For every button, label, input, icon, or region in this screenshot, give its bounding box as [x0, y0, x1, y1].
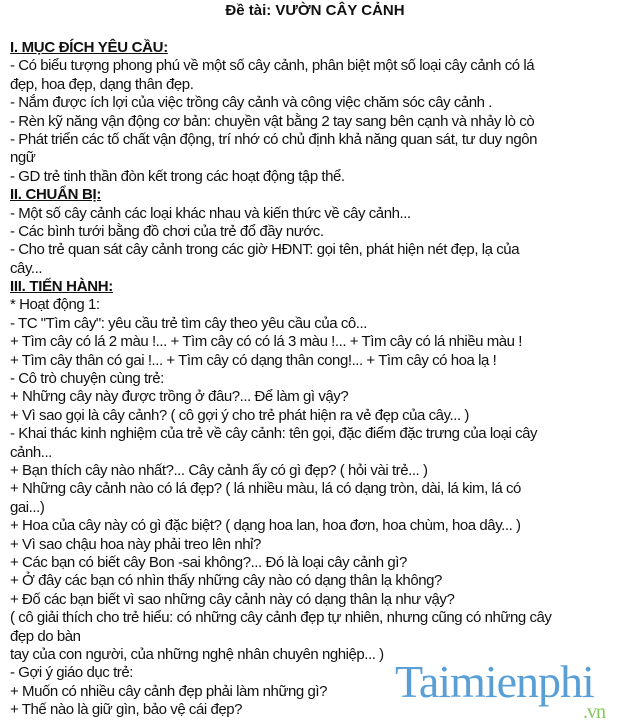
text-line: + Các bạn có biết cây Bon -sai không?... Đó là loại cây cảnh gì?: [10, 553, 407, 571]
text-line: - Gợi ý giáo dục trẻ:: [10, 664, 133, 682]
text-line: - Cho trẻ quan sát cây cảnh trong các giờ HĐNT: gọi tên, phát hiện nét đẹp, lạ của: [10, 241, 520, 259]
text-line: + Tìm cây có lá 2 màu !... + Tìm cây có có lá 3 màu !... + Tìm cây có lá nhiều màu !: [10, 333, 523, 351]
text-line: - GD trẻ tinh thần đòn kết trong các hoạt động tập thể.: [10, 167, 345, 185]
watermark-name: Taimienphi: [395, 656, 594, 707]
section-heading: I. MỤC ĐÍCH YÊU CẦU:: [10, 39, 168, 56]
section-heading: II. CHUẨN BỊ:: [10, 186, 102, 204]
text-line: - Phát triển các tố chất vận động, trí nhớ có chủ định khả năng quan sát, tư duy ngôn: [10, 130, 537, 148]
text-line: gai...): [10, 498, 45, 516]
text-line: - Có biểu tượng phong phú về một số cây cảnh, phân biệt một số loại cây cảnh có lá: [10, 57, 535, 75]
text-line: + Đố các bạn biết vì sao những cây cảnh này có dạng thân lạ như vậy?: [10, 590, 455, 608]
watermark-logo: [395, 655, 605, 723]
text-line: + Muốn có nhiều cây cảnh đẹp phải làm những gì?: [10, 682, 328, 700]
text-line: + Bạn thích cây nào nhất?... Cây cảnh ấy có gì đẹp? ( hỏi vài trẻ... ): [10, 461, 428, 479]
text-line: - Cô trò chuyện cùng trẻ:: [10, 370, 164, 388]
text-line: đẹp do bàn: [10, 627, 81, 645]
text-line: + Vì sao chậu hoa này phải treo lên nhỉ?: [10, 535, 261, 553]
section-heading: III. TIẾN HÀNH:: [10, 278, 113, 296]
text-line: + Thế nào là giữ gìn, bảo vệ cái đẹp?: [10, 701, 243, 719]
text-line: - TC "Tìm cây": yêu cầu trẻ tìm cây theo yêu cầu của cô...: [10, 314, 367, 332]
text-line: + Những cây cảnh nào có lá đẹp? ( lá nhiều màu, lá có dạng tròn, dài, lá kim, lá có: [10, 480, 521, 498]
text-line: - Rèn kỹ năng vận động cơ bản: chuyền vật bằng 2 tay sang bên cạnh và nhảy lò cò: [10, 112, 535, 130]
document-body: [10, 39, 626, 719]
text-line: + Tìm cây thân có gai !... + Tìm cây có dạng thân cong!... + Tìm cây có hoa lạ !: [10, 351, 497, 369]
text-line: - Nắm được ích lợi của việc trồng cây cảnh và công việc chăm sóc cây cảnh .: [10, 94, 493, 112]
text-line: cảnh...: [10, 443, 52, 461]
text-line: cây...: [10, 259, 43, 277]
text-line: + Những cây này được trồng ở đâu?... Để làm gì vậy?: [10, 388, 349, 406]
text-line: + Hoa của cây này có gì đặc biệt? ( dạng hoa lan, hoa đơn, hoa chùm, hoa dây... ): [10, 517, 521, 535]
document-title: Đề tài: VƯỜN CÂY CẢNH: [225, 2, 405, 19]
watermark-suffix: .vn: [583, 701, 605, 723]
text-line: tay của con người, của những nghệ nhân chuyên nghiệp... ): [10, 645, 384, 663]
text-line: - Một số cây cảnh các loại khác nhau và kiến thức về cây cảnh...: [10, 204, 411, 222]
text-line: ( cô giải thích cho trẻ hiểu: có những cây cảnh đẹp tự nhiên, nhưng cũng có những cây: [10, 609, 552, 627]
text-line: - Các bình tưới bằng đồ chơi của trẻ đổ đầy nước.: [10, 222, 324, 240]
text-line: - Khai thác kinh nghiệm của trẻ về cây cảnh: tên gọi, đặc điểm đặc trưng của loại cây: [10, 425, 538, 443]
text-line: * Hoạt động 1:: [10, 296, 100, 314]
text-line: + Ở đây các bạn có nhìn thấy những cây nào có dạng thân lạ không?: [10, 572, 442, 590]
text-line: ngữ: [10, 149, 36, 167]
text-line: + Vì sao gọi là cây cảnh? ( cô gợi ý cho trẻ phát hiện ra vẻ đẹp của cây... ): [10, 406, 469, 424]
text-line: đẹp, hoa đẹp, dạng thân đẹp.: [10, 75, 194, 93]
